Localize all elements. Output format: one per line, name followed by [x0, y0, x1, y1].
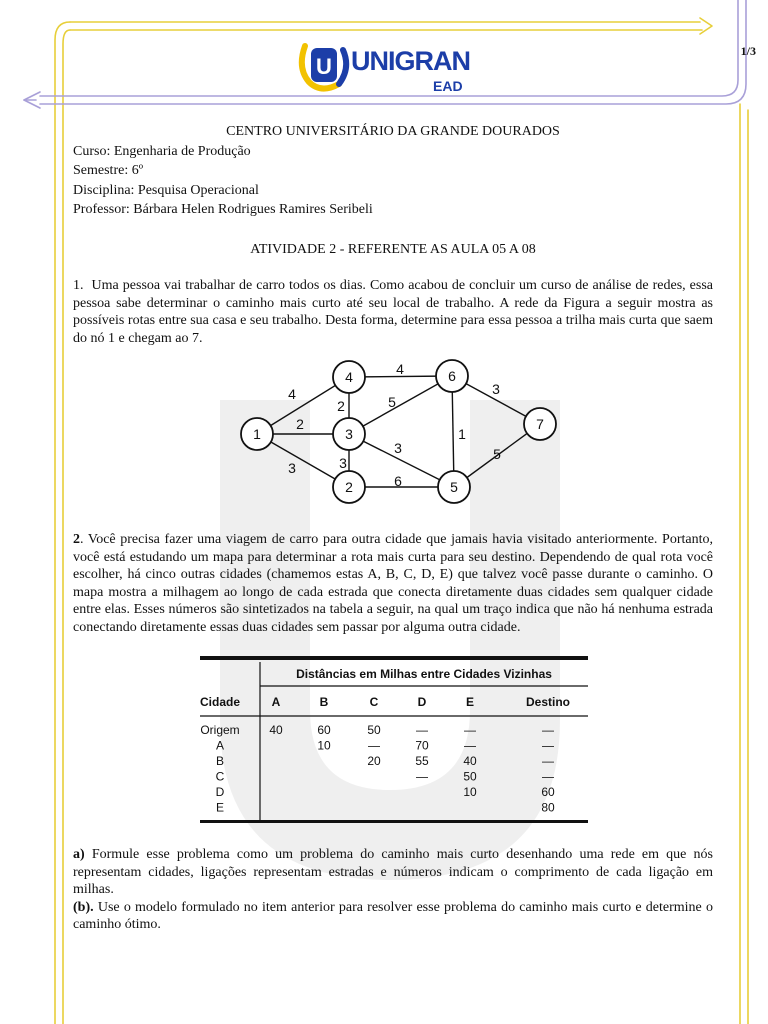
- table-col-header: Destino: [525, 695, 571, 709]
- edge-weight-4-3: 2: [337, 398, 345, 414]
- table-bottom-rule: [200, 820, 588, 823]
- institution-logo: [295, 38, 475, 96]
- table-row-label: D: [215, 785, 225, 799]
- table-row-label: B: [215, 754, 225, 768]
- node-label-3: 3: [345, 426, 353, 442]
- table-cell: —: [542, 738, 554, 753]
- question-2: [73, 531, 713, 636]
- node-label-4: 4: [345, 369, 353, 385]
- table-row-label: A: [215, 738, 225, 753]
- edge-weight-5-7: 5: [493, 446, 501, 462]
- table-row-label: E: [215, 800, 225, 815]
- edge-weight-1-3: 2: [296, 416, 304, 432]
- table-col-header: Cidade: [199, 695, 241, 709]
- table-col-header: A: [271, 695, 281, 709]
- edge-weight-6-7: 3: [492, 381, 500, 397]
- table-cell: 10: [317, 738, 331, 753]
- node-label-5: 5: [450, 479, 458, 495]
- logo-sub: EAD: [433, 78, 463, 94]
- unigran-mark-icon: [295, 38, 353, 96]
- table-col-header: B: [319, 695, 329, 709]
- item-a: [73, 846, 713, 899]
- table-cell: 50: [463, 769, 477, 784]
- edge-weight-1-2: 3: [288, 460, 296, 476]
- table-cell: 80: [541, 800, 555, 815]
- table-cell: —: [368, 738, 380, 753]
- table-col-header: E: [465, 695, 475, 709]
- node-label-7: 7: [536, 416, 544, 432]
- table-col-header: D: [417, 695, 427, 709]
- page-number: 1/3: [740, 44, 756, 58]
- question-2-text: . Você precisa fazer uma viagem de carro para outra cidade que jamais havia visitado anteriormente. Portanto, você está estudando um mapa para determinar a rota mais curta para seu destino. Dependendo de qual rota você escolher, há cinco outras cidades (chamemos estas A, B, C, D, E) que talvez você passe durante o caminho. O mapa mostra a milhagem ao longo de cada estrada que conecta diretamente duas cidades sem qualquer cidade entre elas. Esses números são sintetizados na tabela a seguir, na qual um traço indica que não há nenhuma estrada conectando diretamente essas duas cidades sem passar por alguma outra cidade.: [73, 532, 713, 635]
- edge-weight-6-5: 1: [458, 426, 466, 442]
- sub-items: [73, 846, 713, 934]
- edge-weight-4-6: 4: [396, 361, 404, 377]
- course-line: Curso: Engenharia de Produção: [73, 143, 251, 159]
- table-cell: 55: [415, 754, 429, 768]
- table-cell: —: [542, 769, 554, 784]
- distance-table: [198, 654, 590, 826]
- table-cell: 40: [269, 723, 283, 737]
- professor-line: Professor: Bárbara Helen Rodrigues Ramires Seribeli: [73, 202, 373, 217]
- item-b: [73, 899, 713, 934]
- edge-weight-3-5: 3: [394, 440, 402, 456]
- table-row-label: Origem: [200, 723, 240, 737]
- table-cell: 40: [463, 754, 477, 768]
- edge-weight-3-6: 5: [388, 394, 396, 410]
- node-label-1: 1: [253, 426, 261, 442]
- table-cell: —: [464, 738, 476, 753]
- item-a-label: a): [73, 847, 85, 862]
- document-body: [73, 122, 713, 347]
- node-label-6: 6: [448, 368, 456, 384]
- table-row-label: C: [215, 769, 225, 784]
- table-super-header: Distâncias em Milhas entre Cidades Vizinhas: [296, 667, 552, 681]
- node-label-2: 2: [345, 479, 353, 495]
- discipline-line: Disciplina: Pesquisa Operacional: [73, 182, 259, 198]
- network-diagram: [230, 354, 590, 504]
- logo-mark-letter: U: [316, 54, 332, 79]
- table-cell: 70: [415, 738, 429, 753]
- table-cell: —: [416, 723, 428, 737]
- table-col-header: C: [369, 695, 379, 709]
- item-a-text: Formule esse problema como um problema do caminho mais curto desenhando uma rede em que nós representam cidades, ligações representam estradas e números indicam o comprimento de cada ligação em milhas.: [73, 847, 713, 897]
- question-2-number: 2: [73, 532, 80, 547]
- table-cell: —: [464, 723, 476, 737]
- edge-weight-1-4: 4: [288, 386, 296, 402]
- table-cell: 60: [541, 785, 555, 799]
- table-cell: 10: [463, 785, 477, 799]
- table-cell: 60: [317, 723, 331, 737]
- edge-weight-2-5: 6: [394, 473, 402, 489]
- question-1-text: Uma pessoa vai trabalhar de carro todos os dias. Como acabou de concluir um curso de análise de redes, essa pessoa sabe determinar o caminho mais curto até seu local de trabalho. A rede da Figura a seguir mostra as possíveis rotas entre sua casa e seu trabalho. Desta forma, determine para essa pessoa a trilha mais curta que saem do nó 1 e chegam ao 7.: [73, 278, 714, 346]
- table-cell: 20: [367, 754, 381, 768]
- table-cell: —: [542, 723, 554, 737]
- question-1: [73, 277, 713, 347]
- edge-3-6: [349, 376, 452, 434]
- semester-line: Semestre: 6º: [73, 163, 144, 178]
- item-b-text: Use o modelo formulado no item anterior para resolver esse problema do caminho mais curto e determine o caminho ótimo.: [73, 899, 713, 932]
- activity-title: ATIVIDADE 2 - REFERENTE AS AULA 05 A 08: [250, 241, 536, 257]
- edge-weight-3-2: 3: [339, 455, 347, 471]
- table-cell: —: [542, 754, 554, 768]
- question-1-number: 1.: [73, 278, 84, 293]
- institution-title: CENTRO UNIVERSITÁRIO DA GRANDE DOURADOS: [226, 124, 560, 139]
- logo-brand: UNIGRAN: [351, 46, 470, 76]
- table-top-rule: [200, 656, 588, 660]
- item-b-label: (b).: [73, 899, 94, 915]
- table-cell: 50: [367, 723, 381, 737]
- table-cell: —: [416, 769, 428, 784]
